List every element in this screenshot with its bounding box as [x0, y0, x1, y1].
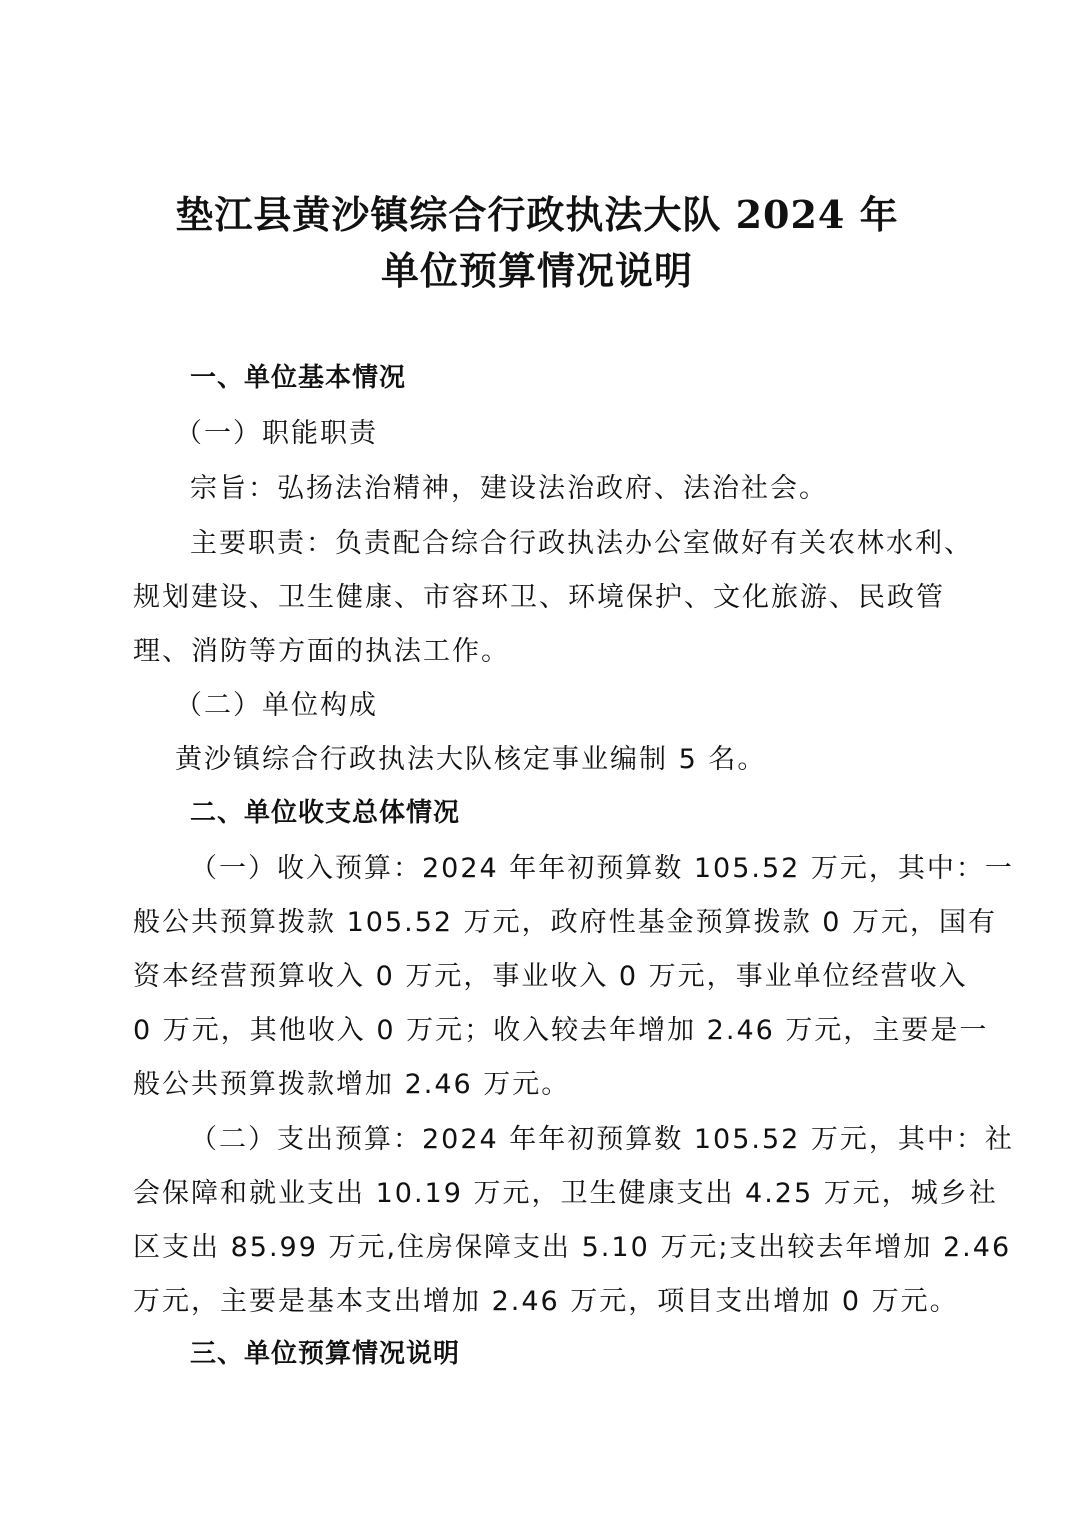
- income-line-2: 般公共预算拨款 105.52 万元，政府性基金预算拨款 0 万元，国有: [133, 907, 997, 938]
- income-line-1: （一）收入预算：2024 年年初预算数 105.52 万元，其中：一: [190, 853, 1014, 884]
- income-line-4: 0 万元，其他收入 0 万元；收入较去年增加 2.46 万元，主要是一: [133, 1015, 989, 1046]
- purpose-paragraph: 宗旨：弘扬法治精神，建设法治政府、法治社会。: [190, 473, 828, 504]
- expense-line-1: （二）支出预算：2024 年年初预算数 105.52 万元，其中：社: [190, 1124, 1014, 1155]
- income-line-3: 资本经营预算收入 0 万元，事业收入 0 万元，事业单位经营收入: [133, 961, 968, 992]
- section-1-subheading-functions: （一）职能职责: [175, 418, 378, 449]
- duties-line-2: 规划建设、卫生健康、市容环卫、环境保护、文化旅游、民政管: [133, 582, 945, 613]
- duties-line-1: 主要职责：负责配合综合行政执法办公室做好有关农林水利、: [190, 528, 973, 559]
- section-2-heading: 二、单位收支总体情况: [190, 798, 461, 828]
- expense-line-4: 万元，主要是基本支出增加 2.46 万元，项目支出增加 0 万元。: [133, 1286, 959, 1317]
- document-title-line-2: 单位预算情况说明: [380, 248, 693, 293]
- section-1-subheading-composition: （二）单位构成: [175, 690, 378, 721]
- expense-line-3: 区支出 85.99 万元,住房保障支出 5.10 万元;支出较去年增加 2.46: [133, 1232, 1012, 1263]
- document-title-line-1: 垫江县黄沙镇综合行政执法大队 2024 年: [175, 192, 899, 237]
- composition-paragraph: 黄沙镇综合行政执法大队核定事业编制 5 名。: [175, 744, 767, 775]
- expense-line-2: 会保障和就业支出 10.19 万元，卫生健康支出 4.25 万元，城乡社: [133, 1178, 998, 1209]
- section-3-heading: 三、单位预算情况说明: [190, 1339, 461, 1369]
- section-1-heading: 一、单位基本情况: [190, 363, 407, 393]
- duties-line-3: 理、消防等方面的执法工作。: [133, 636, 510, 667]
- income-line-5: 般公共预算拨款增加 2.46 万元。: [133, 1069, 571, 1100]
